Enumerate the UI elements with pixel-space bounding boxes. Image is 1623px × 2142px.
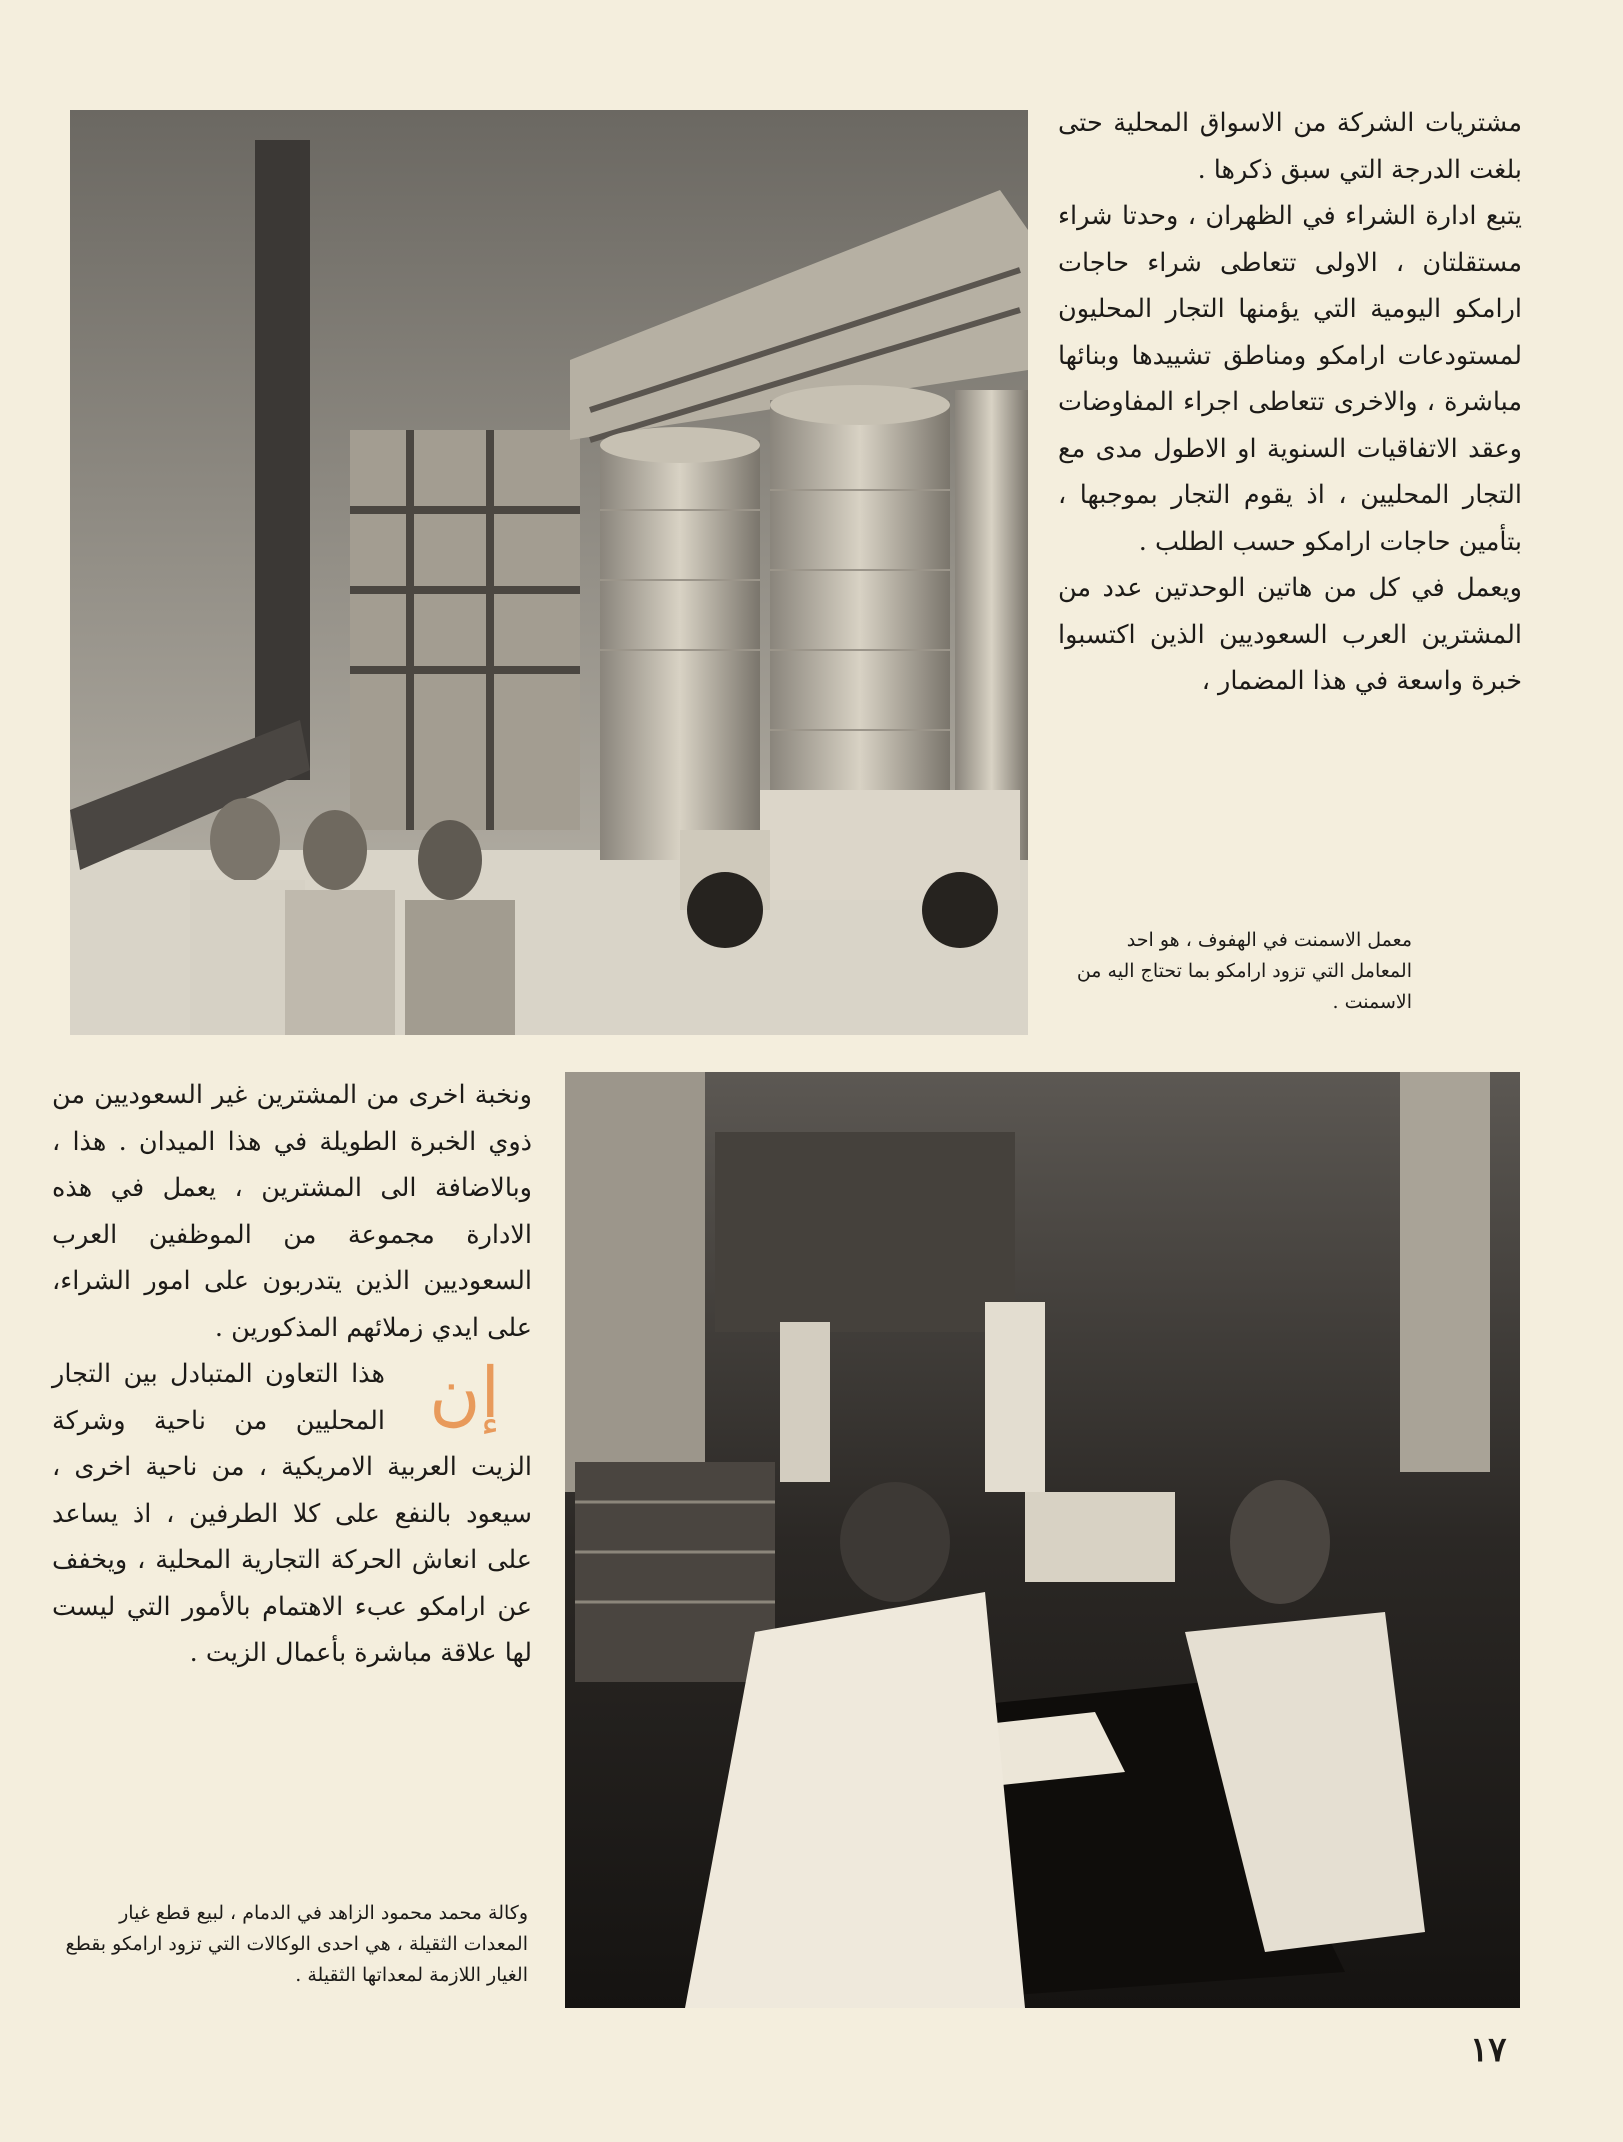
agency-office-photo bbox=[565, 1072, 1520, 2008]
factory-photo-caption: معمل الاسمنت في الهفوف ، هو احد المعامل التي تزود ارامكو بما تحتاج اليه من الاسمنت . bbox=[1076, 929, 1412, 1013]
top-paragraph-3: ويعمل في كل من هاتين الوحدتين عدد من المشترين العرب السعوديين الذين اكتسبوا خبرة واسعة في هذا المضمار ، bbox=[1058, 573, 1522, 696]
middle-paragraph-2: هذا التعاون المتبادل بين التجار المحليين من ناحية وشركة الزيت العربية الامريكية ، من ناحية اخرى ، سيعود بالنفع على كلا الطرفين ، اذ يساعد على انعاش الحركة التجارية المحلية ، ويخفف عن ارامكو عبء الاهتمام بالأمور التي ليست لها علاقة مباشرة بأعمال الزيت . bbox=[52, 1359, 532, 1668]
top-paragraph-2: يتبع ادارة الشراء في الظهران ، وحدتا شراء مستقلتان ، الاولى تتعاطى شراء حاجات ارامكو اليومية التي يؤمنها التجار المحليون لمستودعات ارامكو ومناطق تشييدها وبنائها مباشرة ، والاخرى تتعاطى اجراء المفاوضات وعقد الاتفاقيات السنوية او الاطول مدى مع التجار المحليين ، اذ يقوم التجار بموجبها ، بتأمين حاجات ارامكو حسب الطلب . bbox=[1058, 201, 1522, 557]
middle-article-column bbox=[52, 1072, 532, 1677]
agency-office-illustration bbox=[565, 1072, 1520, 2008]
cement-factory-photo bbox=[70, 110, 1028, 1035]
agency-photo-caption: وكالة محمد محمود الزاهد في الدمام ، لبيع قطع غيار المعدات الثقيلة ، هي احدى الوكالات التي تزود ارامكو بقطع الغيار اللازمة لمعداتها الثقيلة . bbox=[65, 1902, 528, 1986]
middle-paragraph-1: ونخبة اخرى من المشترين غير السعوديين من ذوي الخبرة الطويلة في هذا الميدان . هذا ، وبالاضافة الى المشترين ، يعمل في هذه الادارة مجموعة من الموظفين العرب السعوديين الذين يتدربون على امور الشراء، على ايدي زملائهم المذكورين . bbox=[52, 1080, 532, 1343]
top-paragraph-1: مشتريات الشركة من الاسواق المحلية حتى بلغت الدرجة التي سبق ذكرها . bbox=[1058, 108, 1522, 185]
decorative-initial bbox=[397, 1353, 532, 1433]
decorative-initial-letter: إن bbox=[429, 1352, 500, 1434]
top-article-column bbox=[1058, 100, 1522, 705]
cement-factory-illustration bbox=[70, 110, 1028, 1035]
middle-paragraph-2-block bbox=[52, 1351, 532, 1677]
page-number: ١٧ bbox=[1470, 2030, 1507, 2070]
